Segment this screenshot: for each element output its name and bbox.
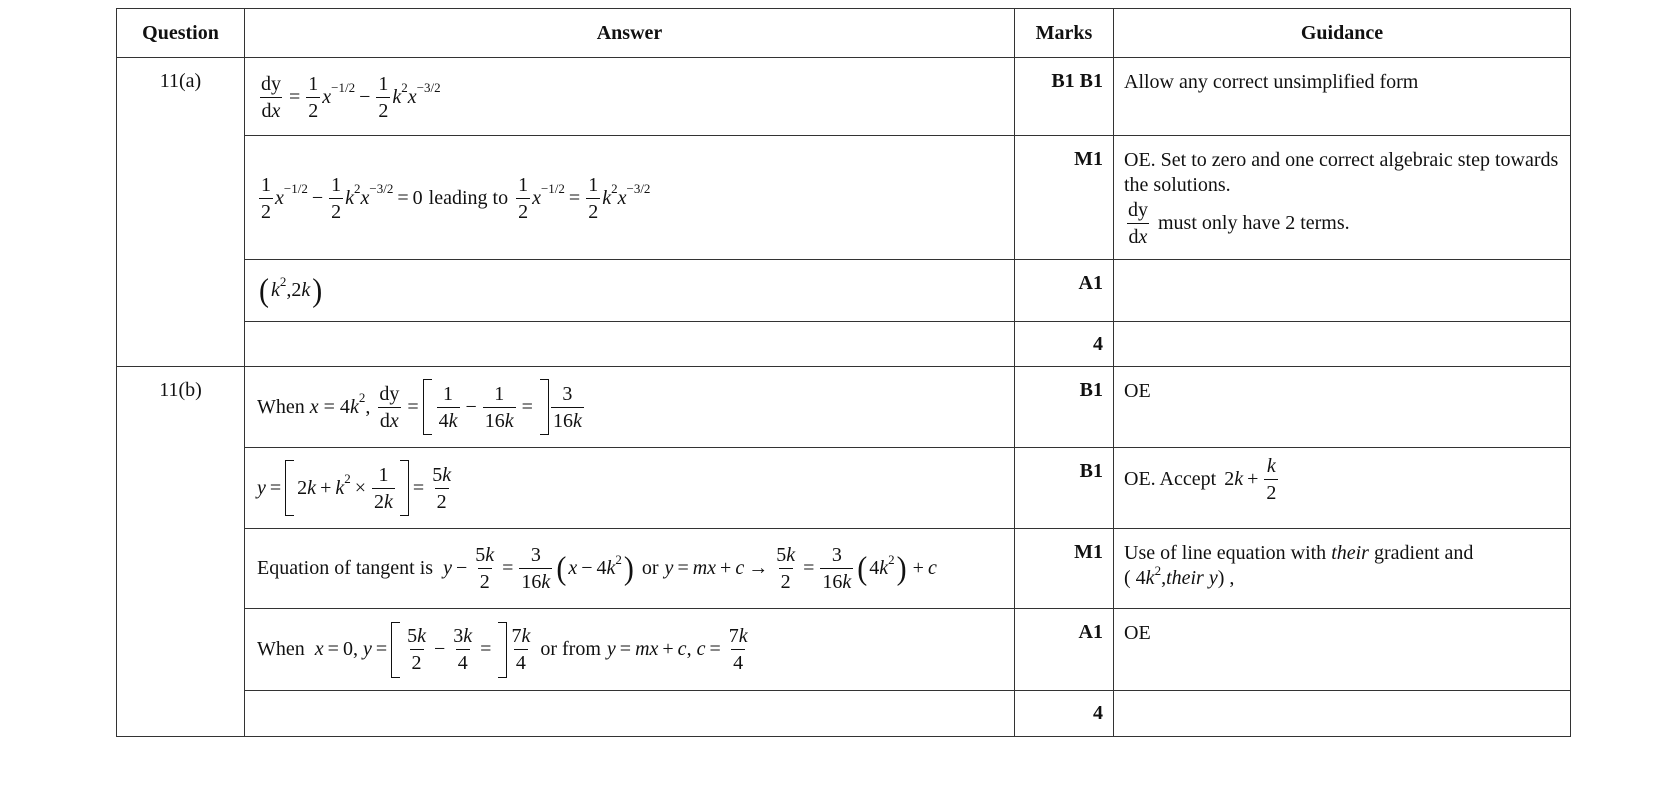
question-label-11a: 11(a) — [117, 58, 245, 367]
table-row — [117, 609, 1571, 691]
connector-text: leading to — [428, 186, 509, 209]
answer-cell — [245, 609, 1015, 691]
guidance-cell: Allow any correct unsimplified form — [1114, 58, 1571, 136]
marks-cell: B1 B1 — [1015, 58, 1114, 136]
table-row — [117, 448, 1571, 529]
marks-cell: A1 — [1015, 260, 1114, 322]
guidance-text: OE. Set to zero and one correct algebraic step towards the solutions. — [1124, 149, 1559, 196]
accept-expression: 2 k + $\frac{k}{2}$ — [1224, 455, 1277, 504]
guidance-cell — [1114, 260, 1571, 322]
tangent-equation: Equation of tangent is y − $\frac{5k}{2}$ = $\frac{3}{16k}$ ( x − 4 k $^2$ ) or y = mx + c → $\frac{5k}{2}$ = $\frac{3}{16k}$ ( 4 k $^2$ ) + c — [257, 544, 937, 593]
guidance-cell: OE — [1114, 609, 1571, 691]
header-question: Question — [117, 9, 245, 58]
header-marks: Marks — [1015, 9, 1114, 58]
total-marks: 4 — [1015, 691, 1114, 737]
guidance-cell — [1114, 448, 1571, 529]
table-row — [117, 322, 1571, 367]
dydx-fraction: dy dx — [1128, 199, 1148, 248]
guidance-cell: Use of line equation with their gradient and ( $4k^2,their$ y) , — [1114, 529, 1571, 609]
total-marks: 4 — [1015, 322, 1114, 367]
answer-cell — [245, 448, 1015, 529]
guidance-text: must only have 2 terms. — [1158, 212, 1350, 234]
table-row — [117, 367, 1571, 448]
mark-scheme-table — [116, 8, 1571, 737]
table-row — [117, 260, 1571, 322]
answer-cell — [245, 58, 1015, 136]
marks-cell: A1 — [1015, 609, 1114, 691]
answer-cell — [245, 529, 1015, 609]
marks-cell: M1 — [1015, 529, 1114, 609]
header-row — [117, 9, 1571, 58]
table-row — [117, 58, 1571, 136]
marks-cell: M1 — [1015, 136, 1114, 260]
answer-cell — [245, 367, 1015, 448]
table-row — [117, 136, 1571, 260]
answer-cell — [245, 691, 1015, 737]
table-row — [117, 529, 1571, 609]
gradient-expression: When x = 4 k $^2$ , $\frac{dy}{dx}$ = 1 4k − $\frac{1}{16k}$ = 3 16k — [257, 379, 586, 435]
marks-cell: B1 — [1015, 367, 1114, 448]
coordinate-expression: ( k $^2$ ,2 k ) — [259, 271, 323, 309]
derivative-expression: $\frac{dy}{dx}$ = $\frac{1}{2}$ x $^{-1/2}$ − $\frac{1}{2}$ k $^2$ x $^{-3/2}$ — [261, 72, 441, 122]
answer-cell — [245, 322, 1015, 367]
guidance-cell — [1114, 322, 1571, 367]
set-zero-expression: 1 2 x $^{-1/2}$ − $\frac{1}{2}$ k $^2$ x $^{-3/2}$ = 0 leading to 1 2 x $^{-1/2}$ = $\frac{1}{2}$ k $^2$ x $^{-3/2}$ — [261, 173, 651, 223]
guidance-cell: OE — [1114, 367, 1571, 448]
guidance-text: OE. Accept — [1124, 468, 1217, 490]
guidance-cell — [1114, 691, 1571, 737]
intercept-expression: When x = 0, y = 5k 2 − $\frac{3k}{4}$ = 7k 4 or from y = mx + c , c = $\frac{7k}{4}$ — [257, 622, 752, 678]
header-guidance: Guidance — [1114, 9, 1571, 58]
table-row — [117, 691, 1571, 737]
y-value-expression: y = 2 k + k $^2$ × $\frac{1}{2k}$ = $\frac{5k}{2}$ — [257, 460, 455, 516]
header-answer: Answer — [245, 9, 1015, 58]
answer-cell — [245, 260, 1015, 322]
guidance-cell — [1114, 136, 1571, 260]
marks-cell: B1 — [1015, 448, 1114, 529]
answer-cell — [245, 136, 1015, 260]
question-label-11b: 11(b) — [117, 367, 245, 737]
